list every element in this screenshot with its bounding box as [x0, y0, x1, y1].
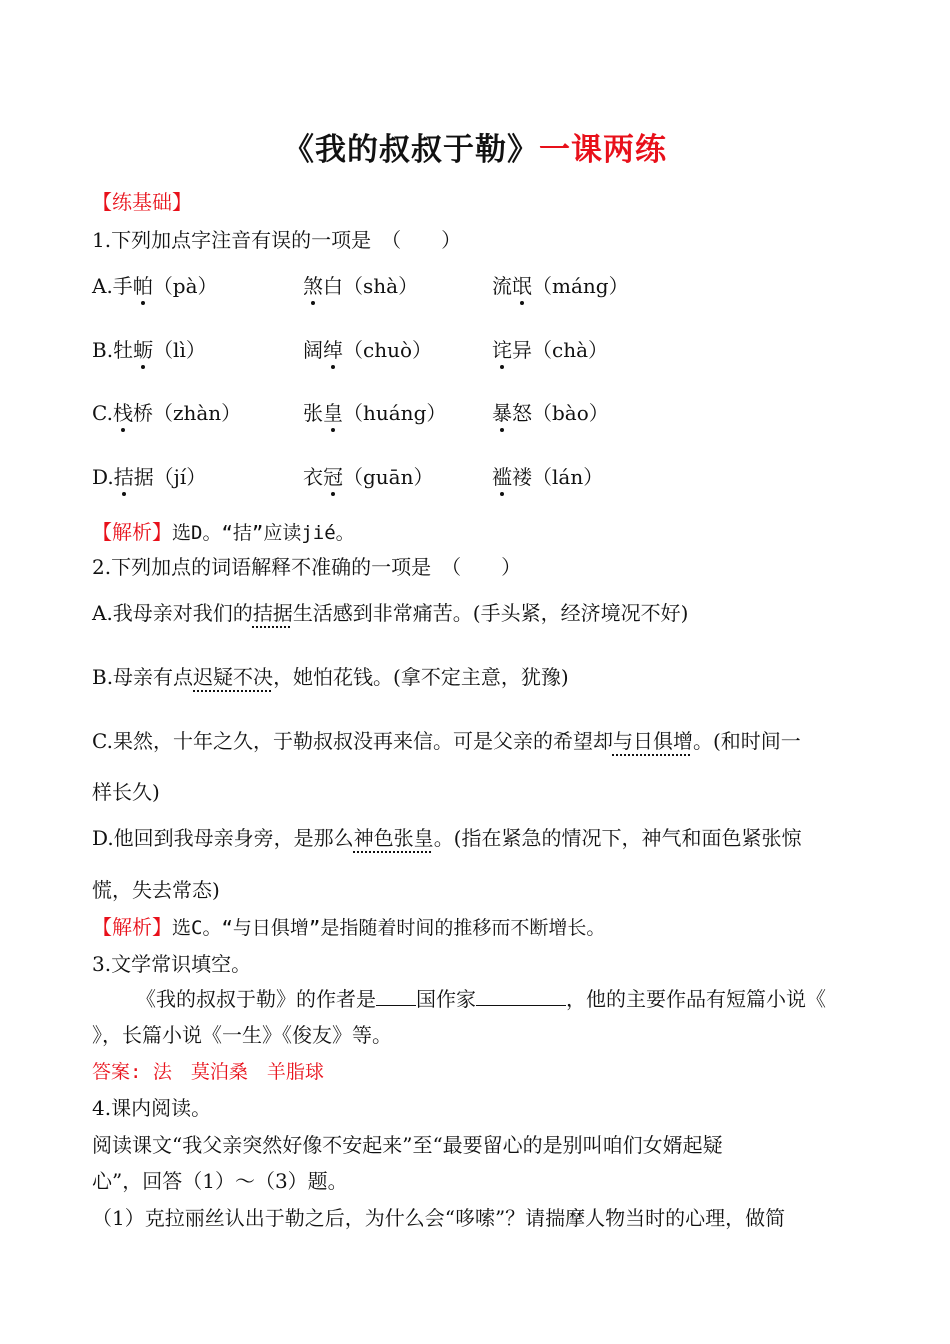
q2-option-c-line1: C.果然，十年之久，于勒叔叔没再来信。可是父亲的希望却与日俱增。(和时间一 [92, 729, 801, 753]
analysis-tag: 【解析】 [92, 520, 172, 544]
q3-answer [92, 1057, 324, 1086]
q1-analysis: 【解析】选D。“拮”应读jié。 [92, 520, 355, 544]
dotted-term: 与日俱增 [612, 729, 693, 753]
q2-analysis: 【解析】选C。“与日俱增”是指随着时间的推移而不断增长。 [92, 915, 606, 939]
q4-line2: 心”，回答（1）～（3）题。 [92, 1169, 348, 1193]
section-heading: 【练基础】 [92, 190, 192, 214]
q1-option-d2: 衣冠（guān） [303, 465, 434, 489]
q1-option-c1: C.栈桥（zhàn） [92, 401, 242, 425]
fill-blank-author [476, 987, 566, 1006]
fill-blank-nation [376, 987, 416, 1006]
dotted-term: 神色张皇 [353, 826, 434, 850]
q1-option-a1: A.手帕（pà） [92, 274, 218, 298]
document-title [0, 124, 950, 169]
q2-option-b: B.母亲有点迟疑不决，她怕花钱。(拿不定主意，犹豫) [92, 665, 569, 689]
dotted-term: 拮据 [252, 601, 293, 625]
q1-option-a2: 煞白（shà） [303, 274, 419, 298]
q2-option-d-line1: D.他回到我母亲身旁，是那么神色张皇。(指在紧急的情况下，神气和面色紧张惊 [92, 826, 802, 850]
answer-tag: 答案: [92, 1061, 142, 1083]
q2-option-c-line2: 样长久) [92, 780, 160, 804]
dotted-term: 迟疑不决 [193, 665, 274, 689]
q1-stem: 1.下列加点字注音有误的一项是 （ ） [92, 228, 462, 252]
answer-text: 法 莫泊桑 羊脂球 [141, 1061, 324, 1083]
q1-option-b1: B.牡蛎（lì） [92, 338, 206, 362]
q1-option-c2: 张皇（huáng） [303, 401, 447, 425]
q1-option-b2: 阔绰（chuò） [303, 338, 433, 362]
q1-option-d3: 褴褛（lán） [492, 465, 604, 489]
q3-stem: 3.文学常识填空。 [92, 952, 252, 976]
q4-stem: 4.课内阅读。 [92, 1096, 212, 1120]
title-accent: 一课两练 [539, 132, 667, 168]
q4-line3: （1）克拉丽丝认出于勒之后，为什么会“哆嗦”？请揣摩人物当时的心理，做简 [92, 1206, 786, 1230]
title-main: 《我的叔叔于勒》 [283, 132, 539, 168]
q2-option-d-line2: 慌，失去常态) [92, 878, 220, 902]
q2-option-a: A.我母亲对我们的拮据生活感到非常痛苦。(手头紧，经济境况不好) [92, 601, 689, 625]
q3-line2: 》，长篇小说《一生》《俊友》等。 [92, 1023, 392, 1047]
q2-stem: 2.下列加点的词语解释不准确的一项是 （ ） [92, 555, 522, 579]
analysis-tag: 【解析】 [92, 915, 172, 939]
q4-line1: 阅读课文“我父亲突然好像不安起来”至“最要留心的是别叫咱们女婿起疑 [92, 1133, 723, 1157]
q1-option-d1: D.拮据（jí） [92, 465, 207, 489]
q3-line1: 《我的叔叔于勒》的作者是 国作家 ，他的主要作品有短篇小说《 [136, 987, 826, 1011]
q1-option-c3: 暴怒（bào） [492, 401, 609, 425]
q1-option-b3: 诧异（chà） [492, 338, 609, 362]
q1-option-a3: 流氓（máng） [492, 274, 629, 298]
